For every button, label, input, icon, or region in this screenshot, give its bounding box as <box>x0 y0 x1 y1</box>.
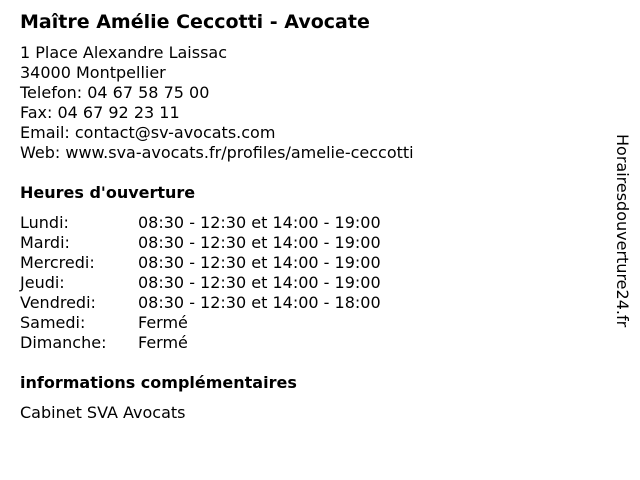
address-line-1: 1 Place Alexandre Laissac <box>20 43 228 62</box>
day-label: Samedi: <box>20 313 86 332</box>
email-line: Email: contact@sv-avocats.com <box>20 123 276 142</box>
day-label: Mercredi: <box>20 253 95 272</box>
day-label: Dimanche: <box>20 333 107 352</box>
time-value: Fermé <box>138 313 188 332</box>
day-label: Jeudi: <box>20 273 65 292</box>
hours-heading: Heures d'ouverture <box>20 183 196 202</box>
side-brand-watermark: Horairesdouverture24.fr <box>613 134 632 328</box>
time-value: Fermé <box>138 333 188 352</box>
time-value: 08:30 - 12:30 et 14:00 - 19:00 <box>138 273 381 292</box>
day-label: Mardi: <box>20 233 70 252</box>
time-value: 08:30 - 12:30 et 14:00 - 18:00 <box>138 293 381 312</box>
time-value: 08:30 - 12:30 et 14:00 - 19:00 <box>138 213 381 232</box>
extra-info-text: Cabinet SVA Avocats <box>20 403 186 422</box>
phone-line: Telefon: 04 67 58 75 00 <box>20 83 210 102</box>
web-line: Web: www.sva-avocats.fr/profiles/amelie-ceccotti <box>20 143 414 162</box>
extra-info-heading: informations complémentaires <box>20 373 297 392</box>
time-value: 08:30 - 12:30 et 14:00 - 19:00 <box>138 233 381 252</box>
day-label: Lundi: <box>20 213 69 232</box>
contact-block <box>20 43 414 163</box>
time-value: 08:30 - 12:30 et 14:00 - 19:00 <box>138 253 381 272</box>
page-title: Maître Amélie Ceccotti - Avocate <box>20 11 370 33</box>
day-label: Vendredi: <box>20 293 96 312</box>
address-line-2: 34000 Montpellier <box>20 63 166 82</box>
fax-line: Fax: 04 67 92 23 11 <box>20 103 180 122</box>
